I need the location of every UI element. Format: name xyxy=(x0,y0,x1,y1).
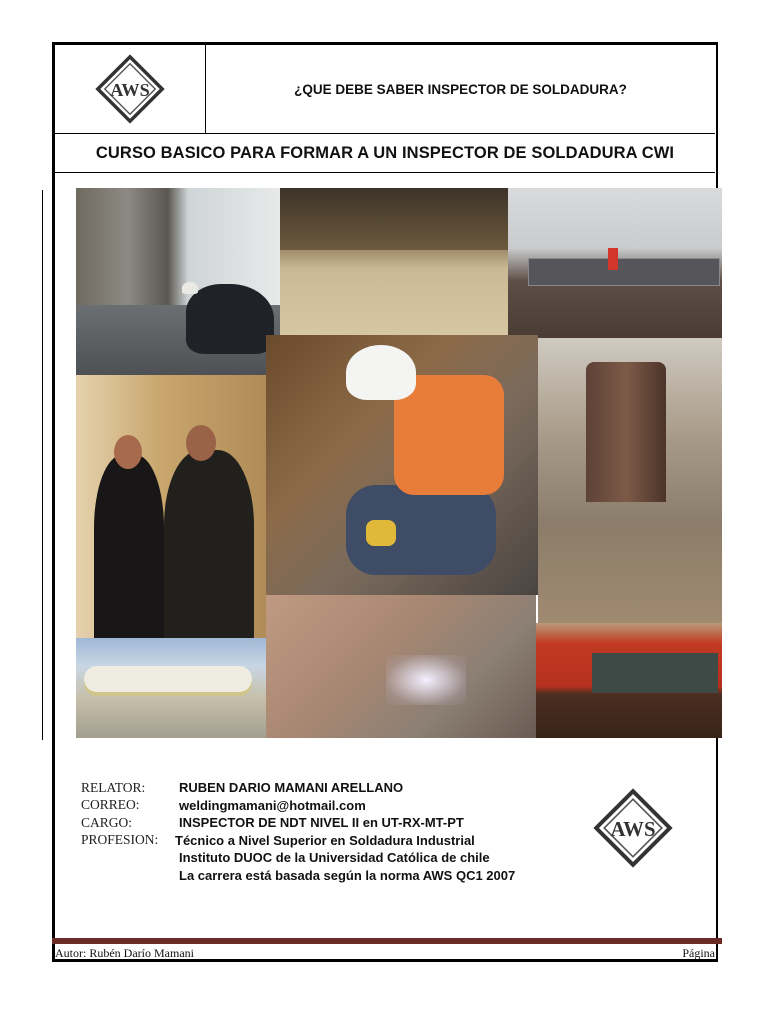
photo-collage xyxy=(76,188,722,738)
info-value: Técnico a Nivel Superior en Soldadura Industrial xyxy=(175,832,475,848)
svg-text:AWS: AWS xyxy=(110,80,150,100)
info-label: CORREO: xyxy=(81,797,140,813)
footer-author: Autor: Rubén Darío Mamani xyxy=(55,945,194,960)
info-value: La carrera está basada según la norma AWS QC1 2007 xyxy=(179,867,516,883)
photo-inspector-kneeling xyxy=(76,188,280,375)
info-label: PROFESION: xyxy=(81,832,159,848)
info-label: RELATOR: xyxy=(81,779,146,795)
footer-page-label: Página xyxy=(682,945,715,960)
photo-construction-yard xyxy=(280,188,508,335)
aws-logo-bottom-icon xyxy=(593,788,673,868)
photo-two-men xyxy=(76,375,266,638)
page-footer xyxy=(55,945,715,961)
photo-steel-tank xyxy=(538,338,722,623)
info-label: CARGO: xyxy=(81,814,133,830)
aws-logo-icon xyxy=(95,54,165,124)
info-value: Instituto DUOC de la Universidad Católica de chile xyxy=(179,850,490,866)
photo-pipeline-welding xyxy=(266,595,536,738)
info-row-institute xyxy=(81,849,515,867)
photo-steel-beam xyxy=(508,188,722,338)
info-row-norma xyxy=(81,867,515,885)
header-table xyxy=(55,45,715,134)
photo-welding-machine xyxy=(536,623,722,738)
info-row-cargo xyxy=(81,814,515,832)
header-logo-cell xyxy=(55,45,206,133)
course-title: CURSO BASICO PARA FORMAR A UN INSPECTOR DE SOLDADURA CWI xyxy=(55,134,715,173)
left-margin-rule xyxy=(42,190,43,740)
info-value: INSPECTOR DE NDT NIVEL II en UT-RX-MT-PT xyxy=(179,815,464,831)
photo-storage-tanks xyxy=(76,638,266,738)
info-row-relator xyxy=(81,779,515,797)
info-row-profesion xyxy=(81,832,515,850)
author-info xyxy=(81,779,515,884)
info-value: RUBEN DARIO MAMANI ARELLANO xyxy=(179,780,404,796)
question-title: ¿QUE DEBE SABER INSPECTOR DE SOLDADURA? xyxy=(294,81,627,97)
email-link[interactable]: weldingmamani@hotmail.com xyxy=(179,797,366,813)
photo-inspector-orange-vest xyxy=(266,335,538,595)
svg-text:AWS: AWS xyxy=(610,818,656,841)
footer-rule xyxy=(52,938,722,944)
info-row-correo xyxy=(81,797,515,815)
